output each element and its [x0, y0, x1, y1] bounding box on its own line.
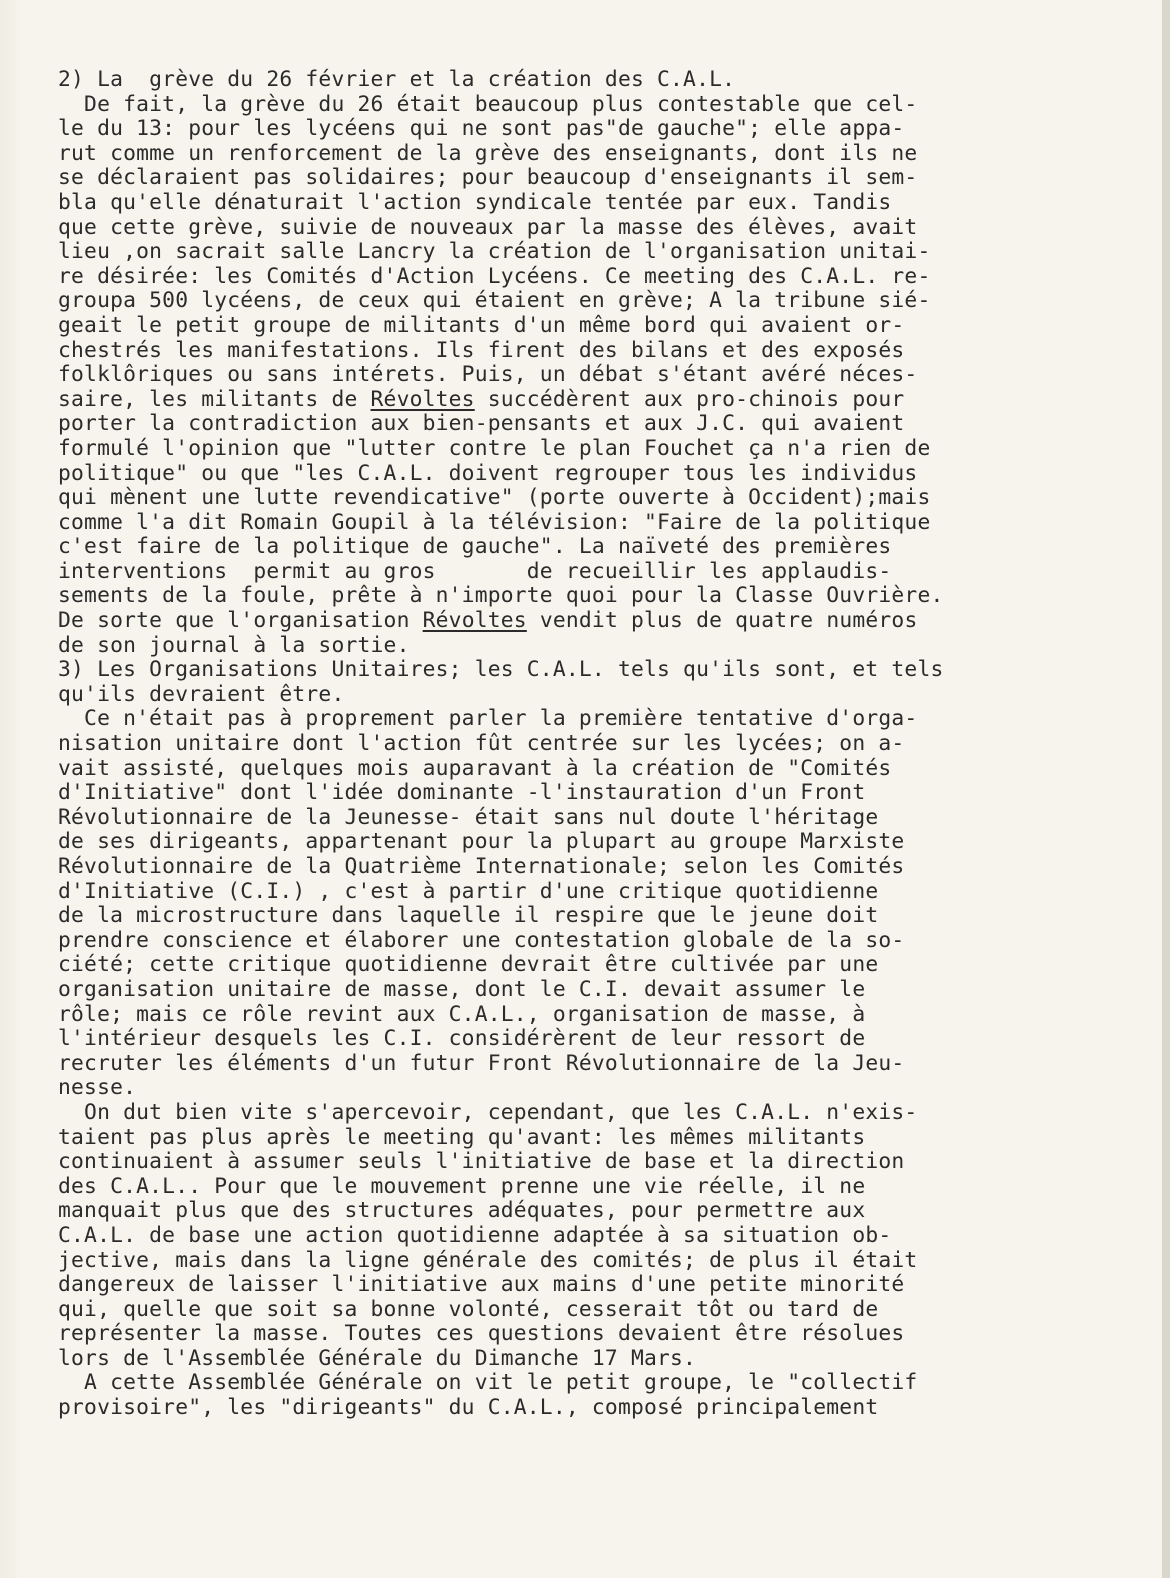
text-segment: politique" ou que "les C.A.L. doivent regrouper tous les individus — [58, 460, 918, 486]
text-line — [58, 363, 1058, 388]
text-segment: ciété; cette critique quotidienne devrait être cultivée par une — [58, 952, 879, 978]
text-line — [58, 855, 1058, 880]
text-segment: rut comme un renforcement de la grève des enseignants, dont ils ne — [58, 140, 918, 166]
text-line — [58, 904, 1058, 929]
text-segment: De sorte que l'organisation — [58, 608, 423, 634]
text-segment: qui, quelle que soit sa bonne volonté, cesserait tôt ou tard de — [58, 1296, 879, 1322]
text-line — [58, 978, 1058, 1003]
text-line — [58, 830, 1058, 855]
text-segment: qu'ils devraient être. — [58, 681, 345, 707]
text-segment: des C.A.L.. Pour que le mouvement prenne une vie réelle, il ne — [58, 1173, 866, 1199]
text-line — [58, 806, 1058, 831]
text-segment: formulé l'opinion que "lutter contre le plan Fouchet ça n'a rien de — [58, 435, 931, 461]
text-line — [58, 462, 1058, 487]
text-line — [58, 388, 1058, 413]
text-segment: comme l'a dit Romain Goupil à la télévision: "Faire de la politique — [58, 509, 931, 535]
text-line — [58, 757, 1058, 782]
text-segment: sements de la foule, prête à n'importe quoi pour la Classe Ouvrière. — [58, 583, 944, 609]
text-line — [58, 265, 1058, 290]
text-line — [58, 1347, 1058, 1372]
text-line — [58, 634, 1058, 659]
text-segment: de ses dirigeants, appartenant pour la plupart au groupe Marxiste — [58, 829, 905, 855]
text-segment: succédèrent aux pro-chinois pour — [474, 386, 905, 412]
text-segment: re désirée: les Comités d'Action Lycéens. Ce meeting des C.A.L. re- — [58, 263, 931, 289]
text-segment: nisation unitaire dont l'action fût centrée sur les lycées; on a- — [58, 731, 905, 757]
text-line — [58, 191, 1058, 216]
text-segment: nesse. — [58, 1075, 137, 1101]
text-line — [58, 1396, 1058, 1421]
text-segment: continuaient à assumer seuls l'initiative de base et la direction — [58, 1149, 905, 1175]
text-segment: 3) Les Organisations Unitaires; les C.A.L. tels qu'ils sont, et tels — [58, 657, 944, 683]
text-line — [58, 117, 1058, 142]
text-line — [58, 1249, 1058, 1274]
text-line — [58, 142, 1058, 167]
text-line — [58, 68, 1058, 93]
text-line — [58, 216, 1058, 241]
text-segment: groupa 500 lycéens, de ceux qui étaient en grève; A la tribune sié- — [58, 288, 931, 314]
text-segment: de la microstructure dans laquelle il respire que le jeune doit — [58, 903, 879, 929]
text-line — [58, 1150, 1058, 1175]
text-line — [58, 1101, 1058, 1126]
text-line — [58, 1052, 1058, 1077]
text-line — [58, 166, 1058, 191]
text-segment: manquait plus que des structures adéquates, pour permettre aux — [58, 1198, 866, 1224]
text-segment: dangereux de laisser l'initiative aux mains d'une petite minorité — [58, 1272, 905, 1298]
text-line — [58, 880, 1058, 905]
text-line — [58, 1003, 1058, 1028]
paper-left-edge — [0, 0, 22, 1578]
text-segment: Révolutionnaire de la Jeunesse- était sans nul doute l'héritage — [58, 804, 879, 830]
text-line — [58, 1322, 1058, 1347]
text-segment: de son journal à la sortie. — [58, 632, 410, 658]
text-line — [58, 437, 1058, 462]
text-segment: provisoire", les "dirigeants" du C.A.L., composé principalement — [58, 1395, 879, 1421]
text-segment: taient pas plus après le meeting qu'avant: les mêmes militants — [58, 1124, 866, 1150]
text-segment: qui mènent une lutte revendicative" (porte ouverte à Occident);mais — [58, 485, 931, 511]
text-segment: geait le petit groupe de militants d'un même bord qui avaient or- — [58, 312, 905, 338]
text-segment: représenter la masse. Toutes ces questions devaient être résolues — [58, 1321, 905, 1347]
text-segment: Révolutionnaire de la Quatrième Internationale; selon les Comités — [58, 854, 905, 879]
underlined-title: Révoltes — [370, 386, 475, 412]
text-line — [58, 929, 1058, 954]
text-segment: rôle; mais ce rôle revint aux C.A.L., organisation de masse, à — [58, 1001, 866, 1027]
text-line — [58, 609, 1058, 634]
text-line — [58, 1199, 1058, 1224]
text-segment: que cette grève, suivie de nouveaux par la masse des élèves, avait — [58, 214, 918, 240]
underlined-title: Révoltes — [422, 608, 527, 634]
text-line — [58, 732, 1058, 757]
text-segment: d'Initiative" dont l'idée dominante -l'instauration d'un Front — [58, 780, 866, 806]
text-segment: se déclaraient pas solidaires; pour beaucoup d'enseignants il sem- — [58, 165, 918, 191]
text-line — [58, 1175, 1058, 1200]
text-segment: jective, mais dans la ligne générale des comités; de plus il était — [58, 1247, 918, 1273]
text-line — [58, 683, 1058, 708]
text-line — [58, 511, 1058, 536]
text-segment: lieu ,on sacrait salle Lancry la création de l'organisation unitai- — [58, 239, 931, 265]
text-segment: porter la contradiction aux bien-pensants et aux J.C. qui avaient — [58, 411, 905, 437]
text-segment: interventions permit au gros de recueillir les applaudis- — [58, 558, 892, 584]
text-segment: organisation unitaire de masse, dont le C.I. devait assumer le — [58, 976, 866, 1002]
text-line — [58, 535, 1058, 560]
text-segment: saire, les militants de — [58, 386, 371, 412]
text-line — [58, 240, 1058, 265]
text-segment: vendit plus de quatre numéros — [526, 608, 918, 634]
text-segment: d'Initiative (C.I.) , c'est à partir d'une critique quotidienne — [58, 878, 879, 904]
text-segment: vait assisté, quelques mois auparavant à la création de "Comités — [58, 755, 892, 781]
text-segment: folklôriques ou sans intérets. Puis, un débat s'étant avéré néces- — [58, 362, 918, 388]
text-line — [58, 1273, 1058, 1298]
text-line — [58, 560, 1058, 585]
text-line — [58, 781, 1058, 806]
text-segment: On dut bien vite s'apercevoir, cependant, que les C.A.L. n'exis- — [58, 1099, 918, 1125]
text-line — [58, 1298, 1058, 1323]
text-line — [58, 339, 1058, 364]
text-segment: chestrés les manifestations. Ils firent des bilans et des exposés — [58, 337, 905, 363]
text-segment: c'est faire de la politique de gauche". La naïveté des premières — [58, 534, 892, 560]
text-line — [58, 953, 1058, 978]
text-line — [58, 93, 1058, 118]
text-segment: prendre conscience et élaborer une contestation globale de la so- — [58, 927, 905, 953]
text-segment: lors de l'Assemblée Générale du Dimanche 17 Mars. — [58, 1345, 697, 1371]
text-line — [58, 1027, 1058, 1052]
text-segment: le du 13: pour les lycéens qui ne sont pas"de gauche"; elle appa- — [58, 116, 905, 142]
text-segment: l'intérieur desquels les C.I. considérèrent de leur ressort de — [58, 1026, 866, 1052]
text-segment: C.A.L. de base une action quotidienne adaptée à sa situation ob- — [58, 1222, 892, 1248]
text-line — [58, 584, 1058, 609]
text-line — [58, 707, 1058, 732]
text-line — [58, 314, 1058, 339]
text-line — [58, 486, 1058, 511]
text-segment: 2) La grève du 26 février et la création des C.A.L. — [58, 67, 736, 92]
text-segment: bla qu'elle dénaturait l'action syndicale tentée par eux. Tandis — [58, 189, 892, 215]
paper-right-edge — [1162, 0, 1170, 1578]
text-segment: De fait, la grève du 26 était beaucoup plus contestable que cel- — [58, 91, 918, 117]
text-segment: recruter les éléments d'un futur Front Révolutionnaire de la Jeu- — [58, 1050, 905, 1076]
text-segment: A cette Assemblée Générale on vit le petit groupe, le "collectif — [58, 1370, 918, 1396]
text-line — [58, 1224, 1058, 1249]
text-line — [58, 1076, 1058, 1101]
typewritten-body — [58, 68, 1058, 1421]
text-line — [58, 412, 1058, 437]
text-line — [58, 658, 1058, 683]
text-line — [58, 1126, 1058, 1151]
text-segment: Ce n'était pas à proprement parler la première tentative d'orga- — [58, 706, 918, 732]
text-line — [58, 289, 1058, 314]
text-line — [58, 1371, 1058, 1396]
